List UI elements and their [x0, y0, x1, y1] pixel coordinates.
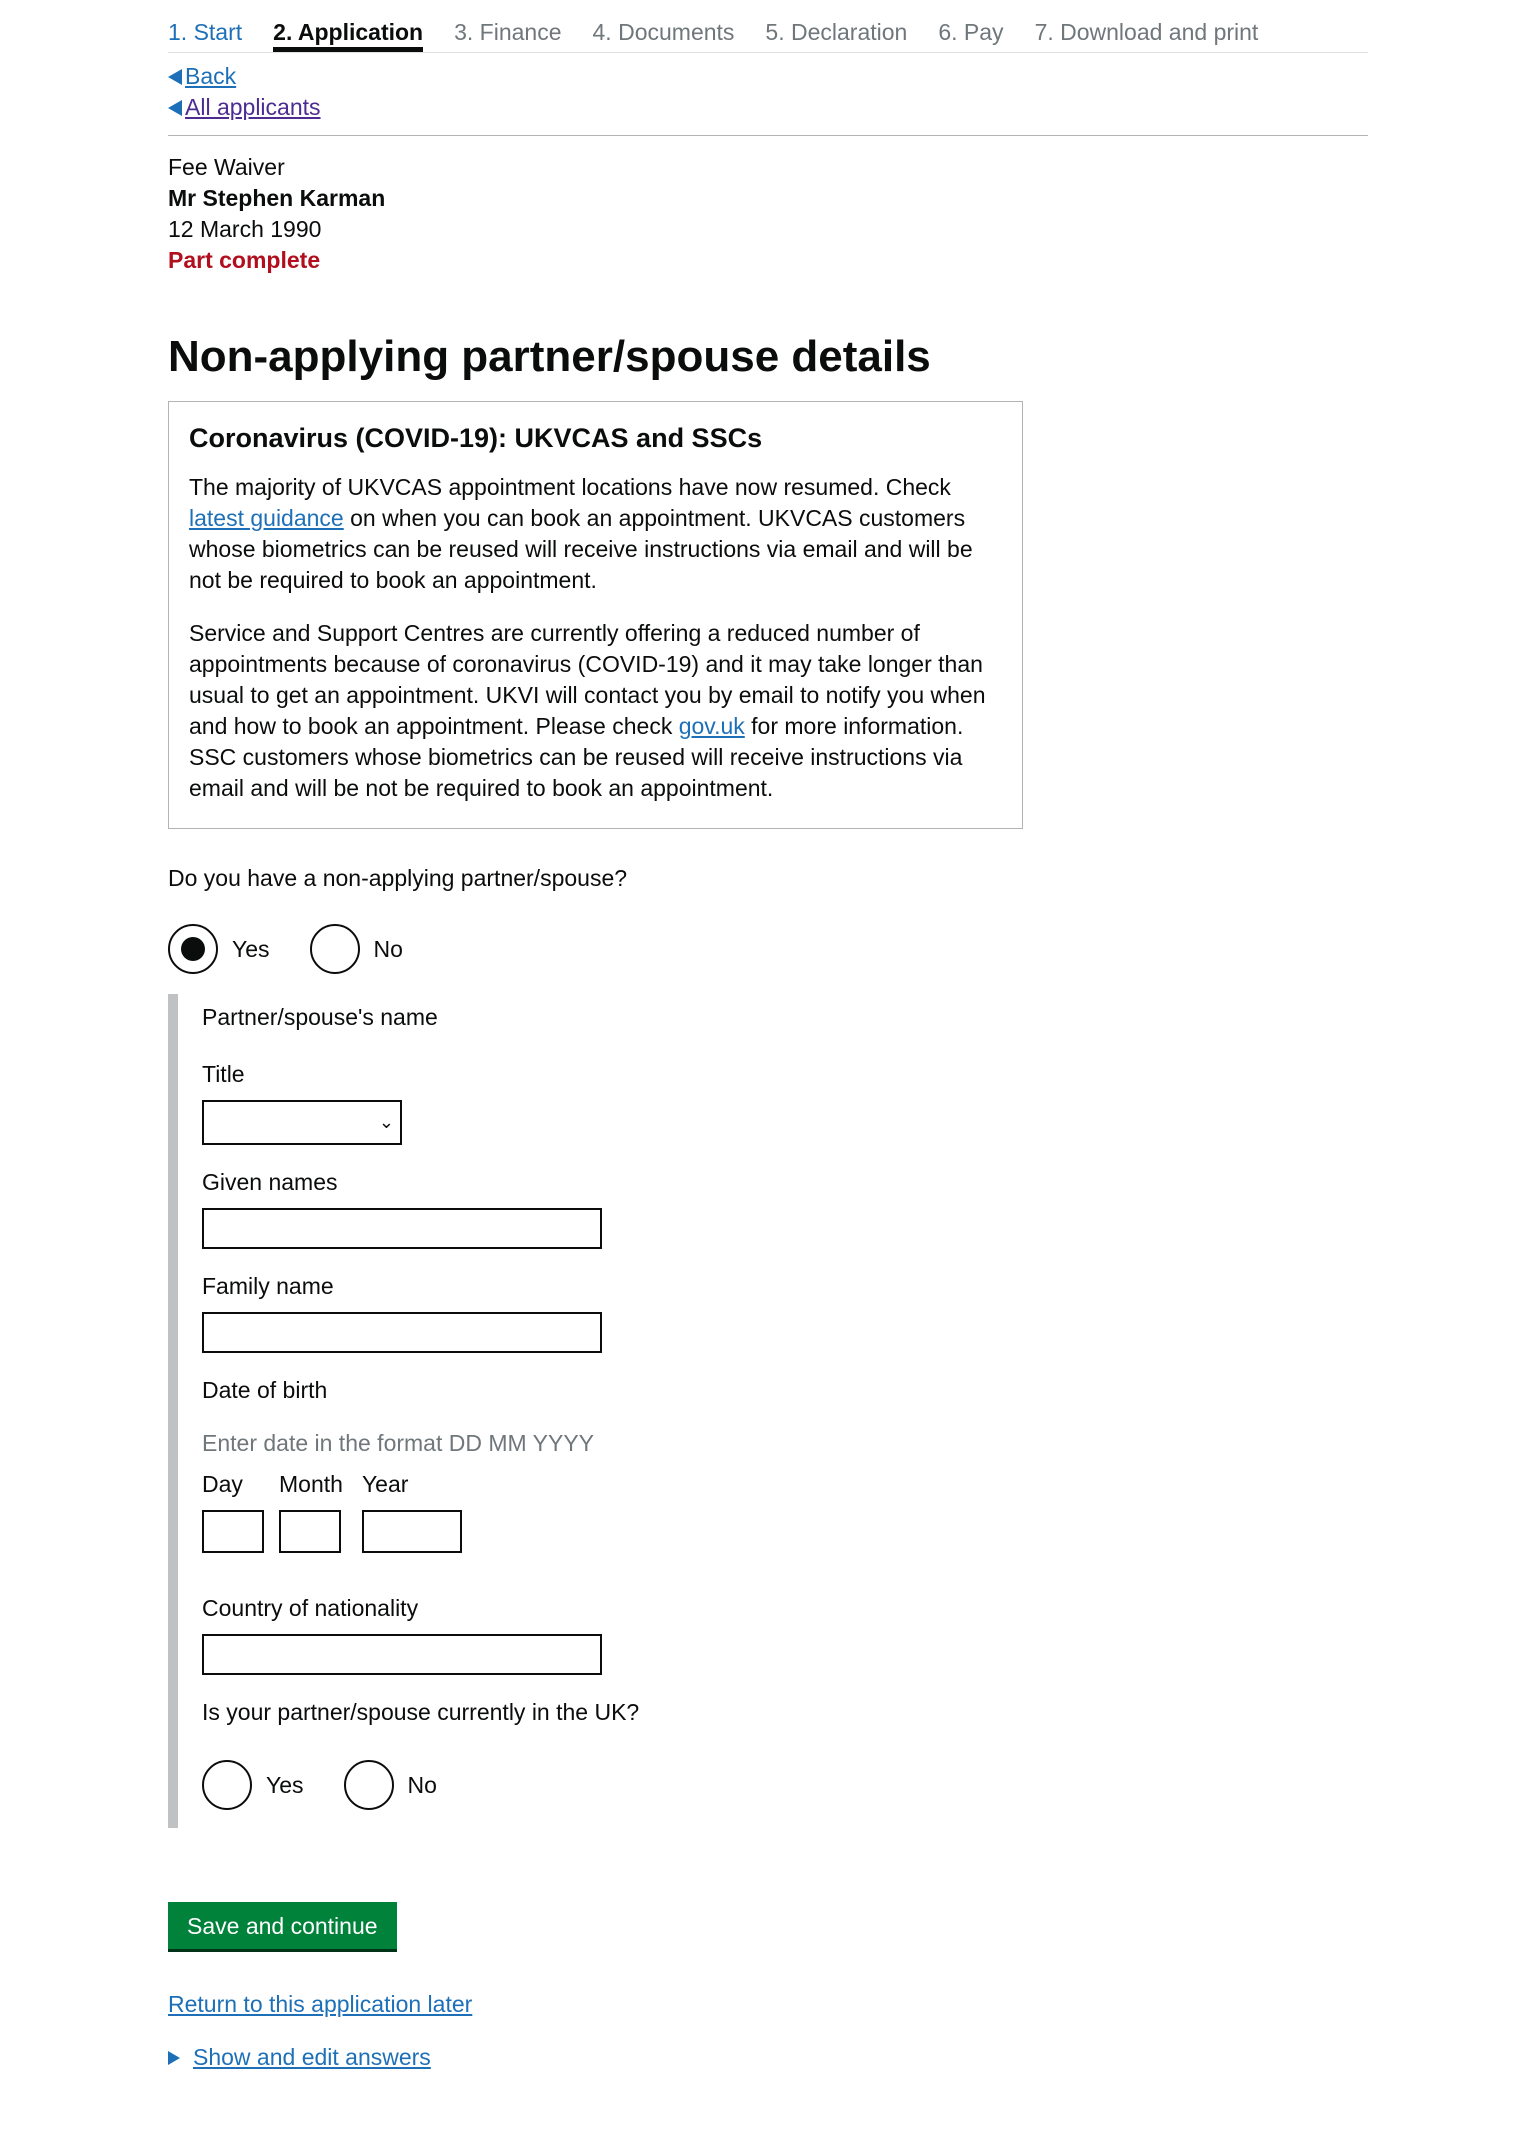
- dob-hint: Enter date in the format DD MM YYYY: [202, 1430, 595, 1456]
- day-input[interactable]: [202, 1510, 264, 1553]
- nationality-input[interactable]: [202, 1634, 602, 1675]
- title-select[interactable]: [202, 1100, 402, 1145]
- family-name-input[interactable]: [202, 1312, 602, 1353]
- step-pay: 6. Pay: [938, 19, 1004, 45]
- dob-year: [362, 1469, 462, 1553]
- radio-unchecked-icon[interactable]: [310, 924, 360, 974]
- step-documents: 4. Documents: [592, 19, 735, 45]
- show-edit-answers-row: [168, 2044, 1368, 2071]
- chevron-down-icon: ⌄: [378, 1112, 394, 1132]
- return-later-link[interactable]: Return to this application later: [168, 1991, 473, 2017]
- title-label: Title: [202, 1061, 245, 1087]
- status-badge: Part complete: [168, 247, 321, 273]
- save-button-wrapper: [168, 1902, 1368, 1949]
- step-navigation: [168, 0, 1368, 53]
- application-type: Fee Waiver: [168, 154, 285, 180]
- back-arrow-icon: [168, 100, 182, 116]
- given-names-label: Given names: [202, 1169, 338, 1195]
- step-download-print: 7. Download and print: [1034, 19, 1259, 45]
- applicant-summary: [168, 136, 1368, 276]
- notice-text: Service and Support Centres are currently offering a reduced number of appointments because of coronavirus (COVID-19) and it may take longer than usual to get an appointment. UKVI will contact you by email to notify you when and how to book an appointment. Please check: [189, 620, 986, 739]
- back-arrow-icon: [168, 69, 182, 85]
- day-label: Day: [202, 1471, 243, 1497]
- nationality-label: Country of nationality: [202, 1595, 419, 1621]
- partner-details-panel: [168, 994, 868, 1828]
- applicant-name: Mr Stephen Karman: [168, 185, 386, 211]
- dob-fields: [202, 1469, 868, 1553]
- back-link-row: [168, 61, 1368, 92]
- year-label: Year: [361, 1471, 409, 1497]
- gov-uk-link[interactable]: gov.uk: [678, 713, 745, 739]
- back-link[interactable]: Back: [185, 63, 237, 89]
- notice-text: on when you can book an appointment. UKVCAS customers whose biometrics can be reused will receive instructions via email and will be not be required to book an appointment.: [189, 505, 973, 593]
- page-title: Non-applying partner/spouse details: [168, 332, 931, 381]
- month-input[interactable]: [279, 1510, 341, 1553]
- latest-guidance-link[interactable]: latest guidance: [189, 505, 344, 531]
- year-input[interactable]: [362, 1510, 462, 1553]
- partner-radio-group: [168, 924, 1368, 974]
- partner-yes-option[interactable]: [168, 924, 270, 974]
- step-start[interactable]: 1. Start: [168, 19, 243, 45]
- partner-name-heading: Partner/spouse's name: [202, 1004, 438, 1030]
- in-uk-no-label[interactable]: No: [407, 1771, 437, 1798]
- step-finance: 3. Finance: [454, 19, 562, 45]
- all-applicants-link-row: [168, 92, 1368, 123]
- dob-month: [279, 1469, 343, 1553]
- dob-label: Date of birth: [202, 1377, 328, 1403]
- save-and-continue-button[interactable]: Save and continue: [168, 1902, 397, 1949]
- back-links: [168, 53, 1368, 136]
- step-application[interactable]: 2. Application: [273, 19, 423, 52]
- family-name-label: Family name: [202, 1273, 334, 1299]
- all-applicants-link[interactable]: All applicants: [185, 94, 321, 120]
- radio-checked-icon[interactable]: [168, 924, 218, 974]
- partner-no-option[interactable]: [310, 924, 403, 974]
- in-uk-yes-label[interactable]: Yes: [266, 1771, 304, 1798]
- dob-day: [202, 1469, 264, 1553]
- in-uk-radio-group: [202, 1760, 868, 1810]
- notice-text: for more information. SSC customers whose biometrics can be reused will receive instructions via email and will be not be required to book an appointment.: [189, 713, 964, 801]
- notice-text: The majority of UKVCAS appointment locations have now resumed. Check: [189, 474, 951, 500]
- radio-unchecked-icon[interactable]: [202, 1760, 252, 1810]
- show-edit-answers-link[interactable]: Show and edit answers: [193, 2044, 431, 2070]
- notice-paragraph-1: [189, 472, 1002, 596]
- month-label: Month: [279, 1471, 343, 1497]
- partner-yes-label[interactable]: Yes: [232, 935, 270, 962]
- notice-heading: Coronavirus (COVID-19): UKVCAS and SSCs: [189, 423, 763, 453]
- disclosure-arrow-icon[interactable]: [168, 2051, 180, 2065]
- notice-paragraph-2: [189, 618, 1002, 804]
- in-uk-no-option[interactable]: [344, 1760, 437, 1810]
- partner-question: Do you have a non-applying partner/spouse?: [168, 865, 628, 891]
- radio-unchecked-icon[interactable]: [344, 1760, 394, 1810]
- return-later-row: [168, 1991, 1368, 2018]
- given-names-input[interactable]: [202, 1208, 602, 1249]
- in-uk-question: Is your partner/spouse currently in the UK?: [202, 1699, 640, 1725]
- covid-notice: [168, 401, 1023, 829]
- step-declaration: 5. Declaration: [765, 19, 908, 45]
- applicant-dob: 12 March 1990: [168, 216, 322, 242]
- in-uk-yes-option[interactable]: [202, 1760, 304, 1810]
- partner-no-label[interactable]: No: [373, 935, 403, 962]
